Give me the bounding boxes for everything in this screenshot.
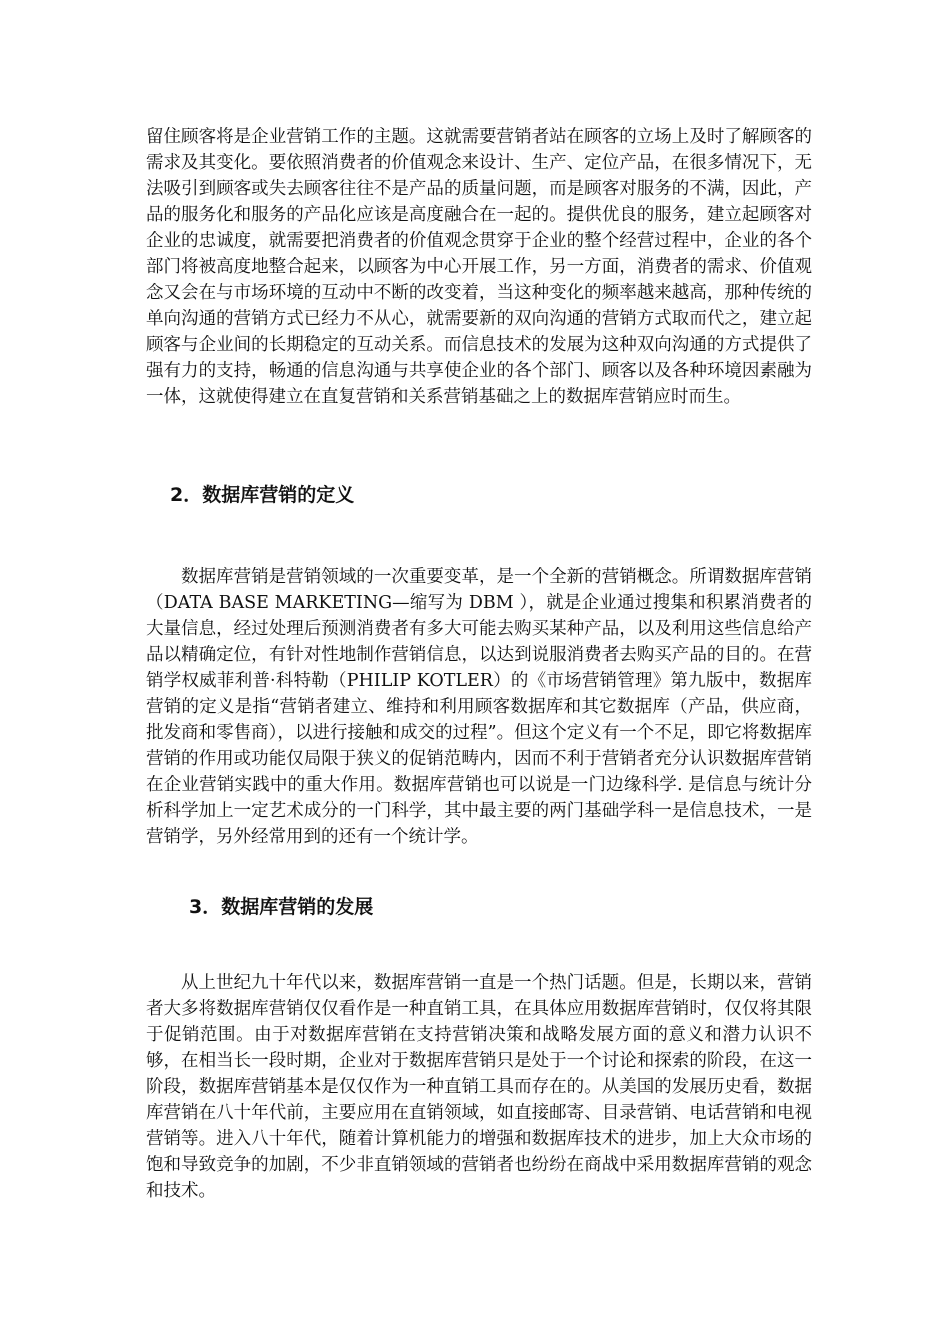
body-paragraph-3: 从上世纪九十年代以来，数据库营销一直是一个热门话题。但是，长期以来，营销者大多将数据库营销仅仅看作是一种直销工具，在具体应用数据库营销时，仅仅将其限于促销范围。由于对数据库营销在支持营销决策和战略发展方面的意义和潜力认识不够，在相当长一段时期，企业对于数据库营销只是处于一个讨论和探索的阶段，在这一阶段，数据库营销基本是仅仅作为一种直销工具而存在的。从美国的发展历史看，数据库营销在八十年代前，主要应用在直销领域，如直接邮寄、目录营销、电话营销和电视营销等。进入八十年代，随着计算机能力的增强和数据库技术的进步，加上大众市场的饱和导致竞争的加剧，不少非直销领域的营销者也纷纷在商战中采用数据库营销的观念和技术。 [146,973,812,1201]
body-paragraph-1: 留住顾客将是企业营销工作的主题。这就需要营销者站在顾客的立场上及时了解顾客的需求及其变化。要依照消费者的价值观念来设计、生产、定位产品，在很多情况下，无法吸引到顾客或失去顾客往往不是产品的质量问题，而是顾客对服务的不满，因此，产品的服务化和服务的产品化应该是高度融合在一起的。提供优良的服务，建立起顾客对企业的忠诚度，就需要把消费者的价值观念贯穿于企业的整个经营过程中，企业的各个部门将被高度地整合起来，以顾客为中心开展工作，另一方面，消费者的需求、价值观念又会在与市场环境的互动中不断的改变着，当这种变化的频率越来越高，那种传统的单向沟通的营销方式已经力不从心，就需要新的双向沟通的营销方式取而代之，建立起顾客与企业间的长期稳定的互动关系。而信息技术的发展为这种双向沟通的方式提供了强有力的支持，畅通的信息沟通与共享使企业的各个部门、顾客以及各种环境因素融为一体，这就使得建立在直复营销和关系营销基础之上的数据库营销应时而生。 [146,127,812,407]
section-heading-development: 3．数据库营销的发展 [189,896,374,918]
body-paragraph-2: 数据库营销是营销领域的一次重要变革，是一个全新的营销概念。所谓数据库营销（DATA BASE MARKETING—缩写为 DBM ），就是企业通过搜集和积累消费者的大量信息，经过处理后预测消费者有多大可能去购买某种产品，以及利用这些信息给产品以精确定位，有针对性地制作营销信息，以达到说服消费者去购买产品的目的。在营销学权威菲利普·科特勒（PHILIP KOTLER）的《市场营销管理》第九版中，数据库营销的定义是指“营销者建立、维持和利用顾客数据库和其它数据库（产品，供应商，批发商和零售商），以进行接触和成交的过程”。但这个定义有一个不足，即它将数据库营销的作用或功能仅局限于狭义的促销范畴内，因而不利于营销者充分认识数据库营销在企业营销实践中的重大作用。数据库营销也可以说是一门边缘科学. 是信息与统计分析科学加上一定艺术成分的一门科学，其中最主要的两门基础学科一是信息技术，一是营销学，另外经常用到的还有一个统计学。 [146,567,812,847]
section-heading-definition: 2．数据库营销的定义 [170,484,355,506]
